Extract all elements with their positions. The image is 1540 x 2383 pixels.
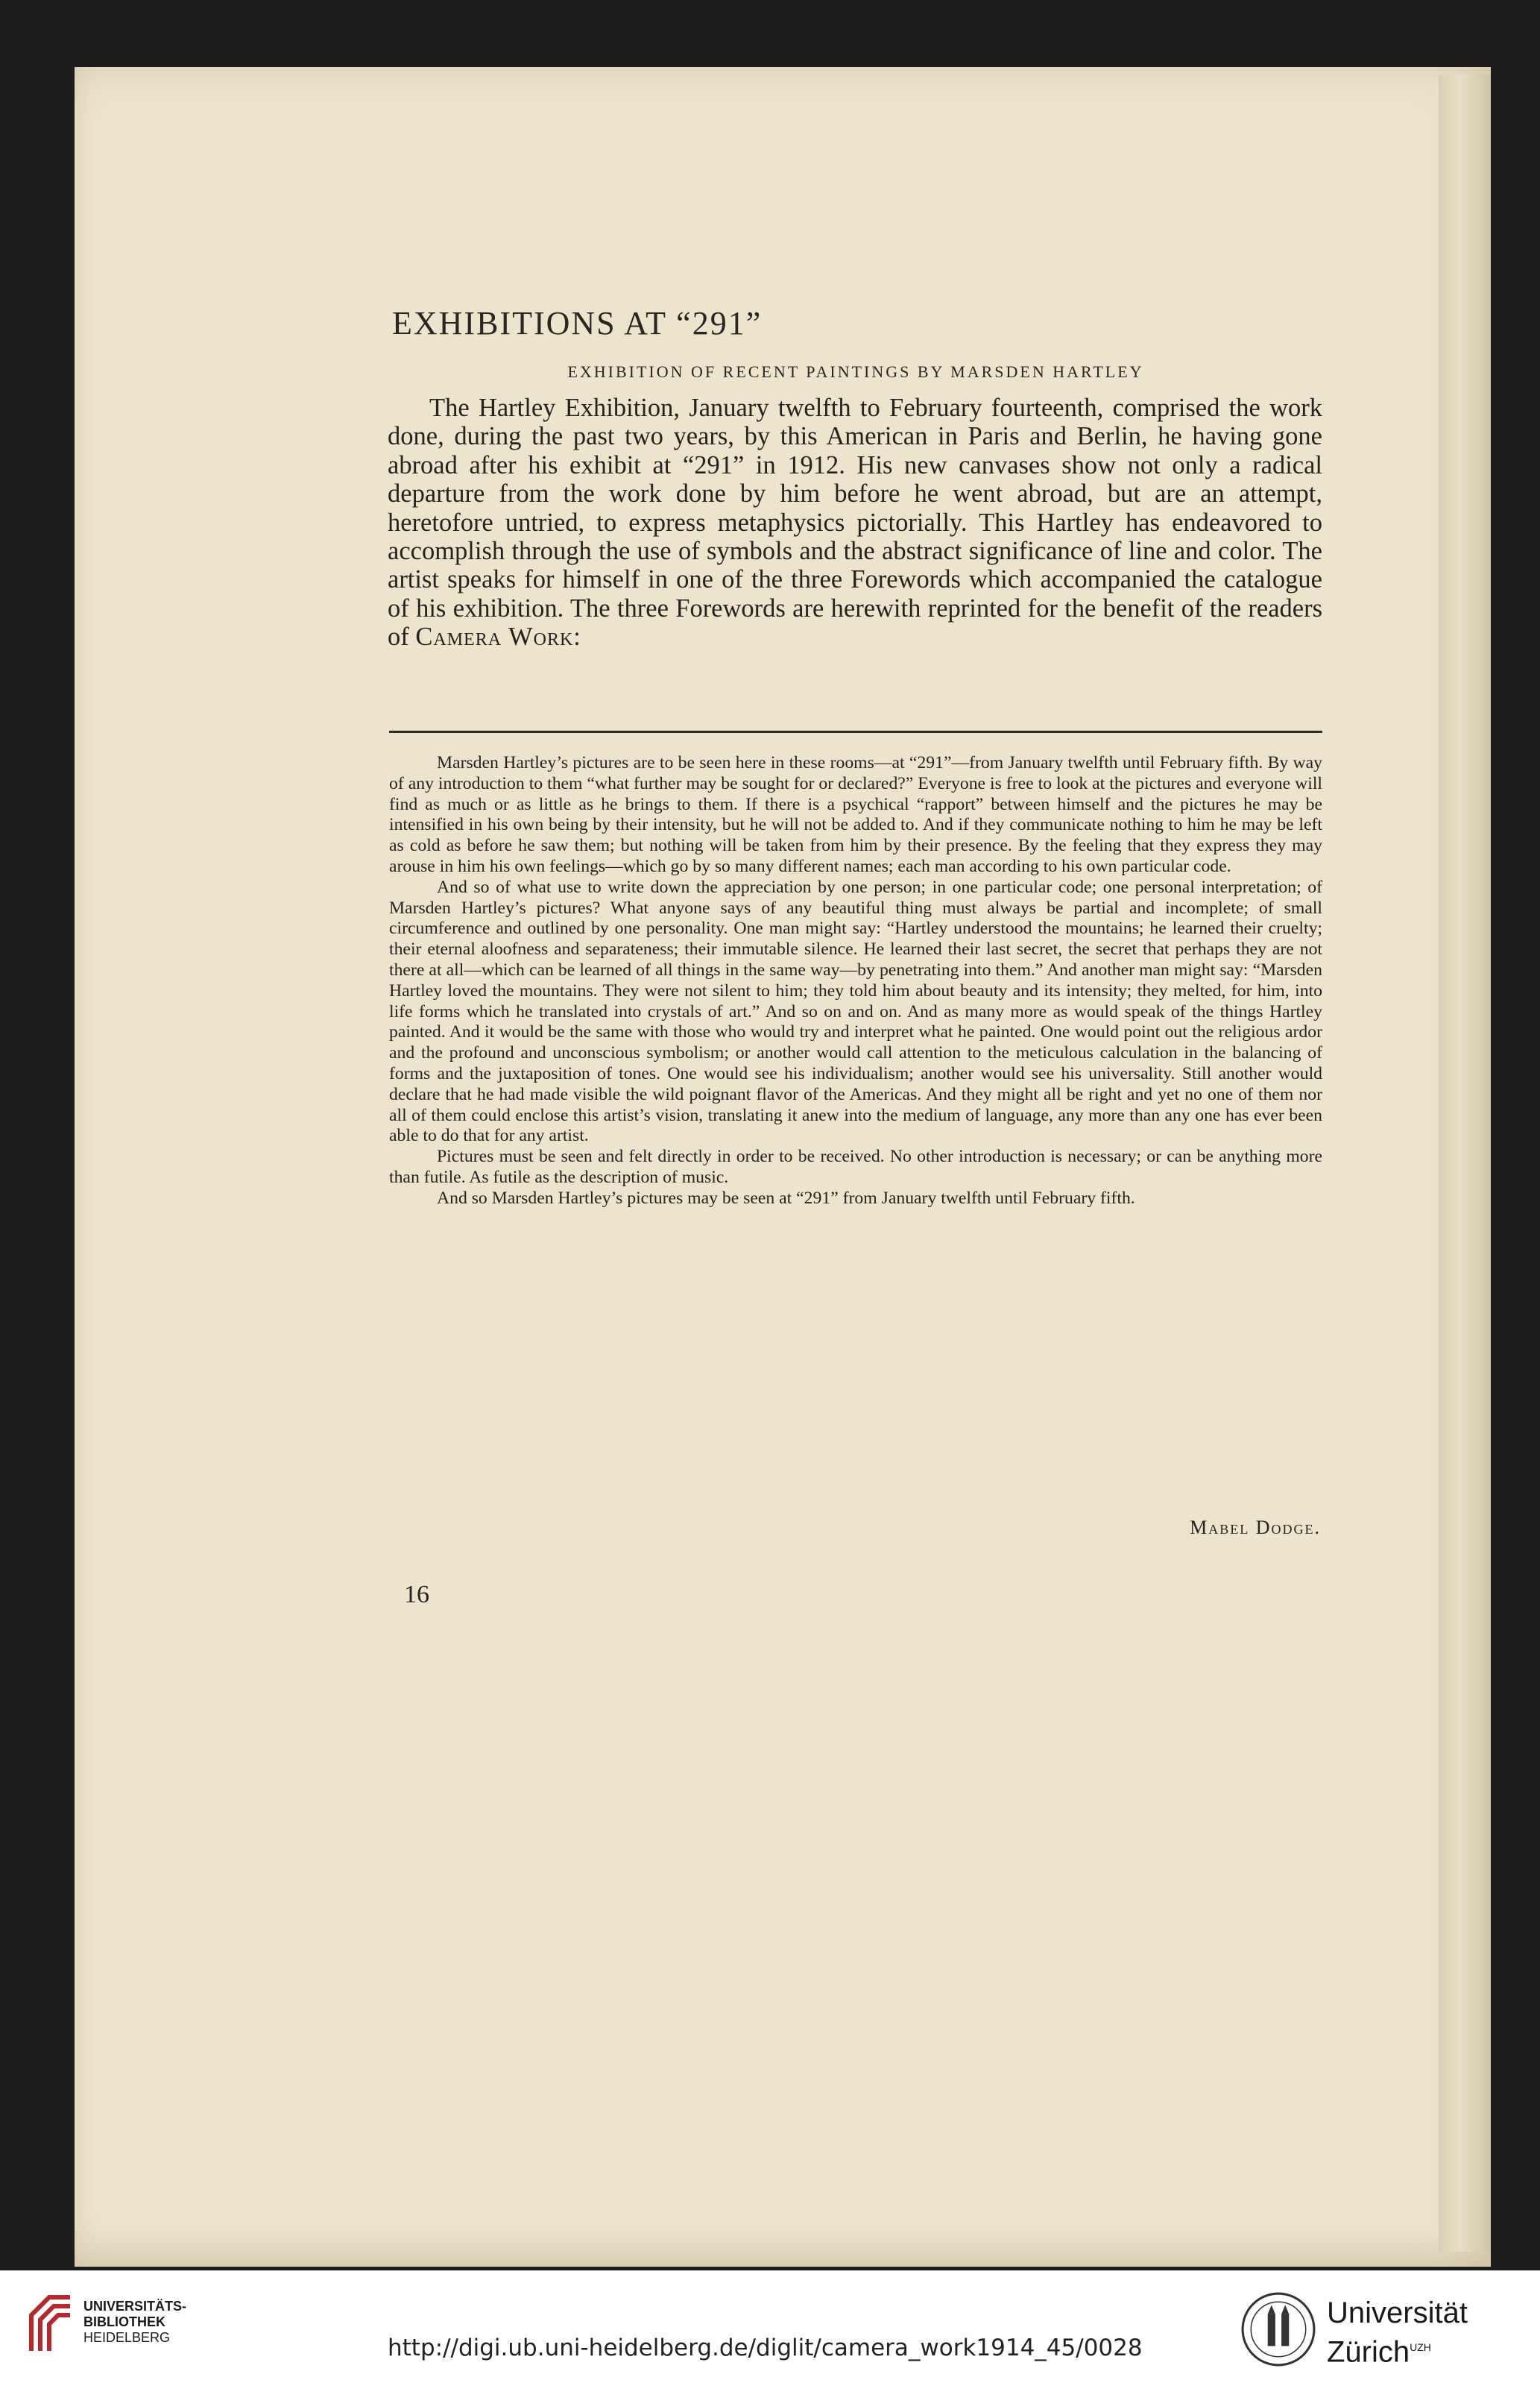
- university-seal-icon: [1240, 2291, 1316, 2367]
- uzh-line-2: [1327, 2330, 1468, 2369]
- intro-text: The Hartley Exhibition, January twelfth to February fourteenth, comprised the work done, during the past two years, by this American in Paris and Berlin, he having gone abroad after his exhibit at “291” in 1912. His new canvases show not only a radical departure from the work done by him before he went abroad, but are an attempt, heretofore untried, to express metaphysics pictorially. This Hartley has endeavored to accomplish through the use of symbols and the abstract significance of line and color. The artist speaks for himself in one of the three Forewords which accompanied the catalogue of his exhibition. The three Forewords are herewith reprinted for the benefit of the readers of: [388, 394, 1322, 652]
- library-name: [83, 2299, 186, 2346]
- foreword-paragraph: Marsden Hartley’s pictures are to be seen here in these rooms—at “291”—from January twelfth until February fifth. By way of any introduction to them “what further may be sought for or declared?” Everyone is free to look at the pictures and everyone will find as much or as little as he brings to them. If there is a psychical “rapport” between himself and the pictures he may be intensified in his own being by their intensity, but he will not be added to. And if they communicate nothing to him he may be left as cold as before he saw them; but nothing will be taken from him by their presence. By the feeling that they express they may arouse in him his own feelings—which go by so many different names; each man according to his own particular code.: [389, 753, 1322, 876]
- library-line: HEIDELBERG: [83, 2330, 171, 2345]
- publication-name: Camera Work:: [415, 623, 581, 652]
- uzh-line: Zürich: [1327, 2335, 1410, 2369]
- uzh-line: Universität: [1327, 2297, 1468, 2329]
- exhibition-subtitle: EXHIBITION OF RECENT PAINTINGS BY MARSDEN HARTLEY: [567, 362, 1144, 381]
- author-signature: Mabel Dodge.: [1190, 1517, 1321, 1538]
- foreword-text: [389, 753, 1322, 1209]
- next-page-edge: [1439, 75, 1491, 2252]
- document-url-link[interactable]: http://digi.ub.uni-heidelberg.de/diglit/camera_work1914_45/0028: [388, 2335, 1143, 2361]
- footer-bar: [0, 2270, 1540, 2383]
- page-title: EXHIBITIONS AT “291”: [392, 305, 763, 341]
- uzh-wordmark: [1327, 2296, 1468, 2369]
- library-line: BIBLIOTHEK: [83, 2314, 165, 2329]
- uzh-superscript: UZH: [1410, 2341, 1431, 2353]
- foreword-paragraph: And so of what use to write down the appreciation by one person; in one particular code; one personal interpretation; of Marsden Hartley’s pictures? What anyone says of any beautiful thing must always be partial and incomplete; of small circumference and outlined by one personality. One man might say: “Hartley understood the mountains; he learned their cruelty; their eternal aloofness and separateness; their immutable silence. He learned their last secret, the secret that perhaps they are not there at all—which can be learned of all things in the same way—by penetrating into them.” And another man might say: “Marsden Hartley loved the mountains. They were not silent to him; they told him about beauty and its intensity; they melted, for him, into life forms which he translated into crystals of art.” And so on and on. And as many more as would speak of the things Hartley painted. And it would be the same with those who would try and interpret what he painted. One would point out the religious ardor and the profound and unconscious symbolism; or another would call attention to the meticulous calculation in the balancing of forms and the juxtaposition of tones. One would see his individualism; another would see his universality. Still another would declare that he had made visible the wild poignant flavor of the Americas. And they might all be right and yet no one of them nor all of them could enclose this artist’s vision, translating it anew into the medium of language, any more than any one has ever been able to do that for any artist.: [389, 877, 1322, 1146]
- foreword-paragraph: Pictures must be seen and felt directly in order to be received. No other introduction is necessary; or can be anything more than futile. As futile as the description of music.: [389, 1147, 1322, 1187]
- page-number: 16: [404, 1581, 429, 1608]
- library-line: UNIVERSITÄTS-: [83, 2299, 187, 2314]
- foreword-paragraph: And so Marsden Hartley’s pictures may be seen at “291” from January twelfth until February fifth.: [437, 1188, 1135, 1208]
- section-divider: [389, 731, 1322, 733]
- library-logo-icon: [27, 2293, 75, 2352]
- intro-paragraph: [388, 394, 1322, 652]
